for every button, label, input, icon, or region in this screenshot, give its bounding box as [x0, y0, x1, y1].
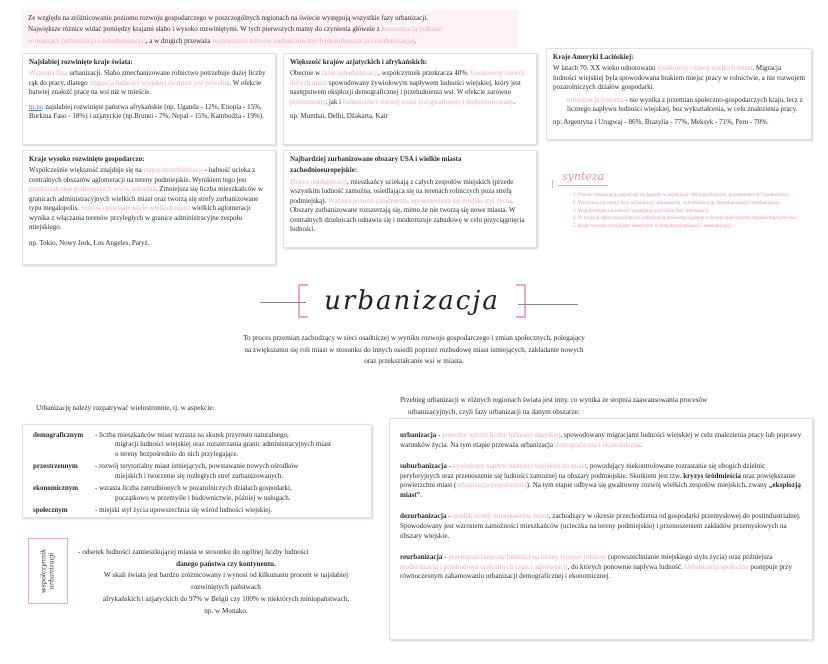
aspect-value [95, 506, 361, 515]
latin-america-examples: np: Argentyna i Urugwaj - 86%, Brazylia - 77%, Meksyk - 71%, Peru - 70%. [553, 117, 769, 126]
synteza-item: 4. W krajach słabo rozwiniętych urbanizacja przebiega zgodnie z dwoma pierwszymi etapami tego procesu. [578, 215, 828, 222]
latin-america-pseudo: urbanizacja pozorna - nie wynika z przemian społeczno-gospodarczych kraju, lecz z licznego napływu ludności wiejskiej, bez wykształcenia, w celu znalezienia pracy. [567, 95, 803, 114]
aspect-demographic [33, 431, 361, 459]
phase-term: urbanizacja [400, 431, 437, 439]
phase-term: dezurbanizacja [400, 512, 447, 521]
aspect-social [33, 506, 361, 515]
definition-line-2: na zwiększaniu się roli miast w stosunku do innych osiedli poprzez rozbudowę miast istniejących, zakładanie nowych [244, 345, 584, 354]
phases-box [389, 418, 813, 640]
coefficient-line: W skali świata jest bardzo zróżnicowany i wynosi od kilkunastu procent w najsłabiej [103, 571, 349, 580]
usa-europe-text: Proces reurbanizacji, mieszkańcy uciekają z całych zespołów miejskich (przede wszystkim ludność zamożna, osiedlająca się na terenach rolniczych poza strefą podmiejską). Wzrasta poziom zaludnienia, upowszechnia się miejski styl życia. Obszary zurbanizowane rozszerzają się, mimo że nie tworzą się nowe miasta. W centralnych dzielnicach odnawia się i modernizuje zabudowę w celu przyciągnięcia ludności. [290, 177, 525, 234]
coefficient-label-box [28, 538, 68, 604]
least-developed-text: Wczesna faza urbanizacji. Słabo zmechanizowane rolnictwo potrzebuje dużej liczby rąk do pracy, dlatego migracja ludności wiejskiej do miast jest powolna. W efekcie batwiej znaleźć pracę na wsi niż w mieście. [29, 69, 266, 97]
asia-africa-text: Obecnie w fazie suburbanizacji, współczynnik przekracza 40%. Gwałtowny rozwój dużych miast spowodowany żywiołowym napływem ludności wiejskiej, który jest następstwem eksplozji demograficznej i przeludnienia wsi. W efekcie zarówno przestrzenny, jak i ludnościowy rozwój miast jest gwałtowny i niekontrolowany. [290, 69, 525, 106]
synteza-list [556, 192, 828, 231]
asia-africa-box [283, 53, 537, 145]
phase-suburbanizacja: suburbanizacja - żywiołowy napływ ludności wiejskiej do miast, powodujący niekontrolowane rozrastanie się ubogich dzielnic peryferyjnych oraz przenoszenie się ludności zamożnej na obszary podmiejskie. Skutkiem jest tzw. kryzys śródmieścia oraz powiększanie powierzchni miast (urbanizacja przestrzenna). Na tym etapie odbywa się gwałtowny rozwój wielkich zespołów miejskich, zwany „eksplozją miast”. [400, 462, 801, 499]
latin-america-title: Kraje Ameryki Łacińskiej: [553, 53, 634, 61]
title-banner [298, 278, 526, 326]
intro-line-3: w miastach (urbanizacja i suburbanizacja), a w drugich przeważa rozpraszanie terenów zurbanizowanych (dezurbanizacja i reurbanizacja). [28, 36, 417, 45]
coefficient-line: danego państwa czy kontynentu. [176, 559, 276, 568]
synteza-item: 3. Współcześnie na świecie występują wszystkie fazy urbanizacji. [578, 208, 828, 215]
aspects-box [22, 424, 372, 518]
coefficient-text [78, 548, 374, 618]
synteza-heading: synteza [558, 170, 608, 186]
usa-europe-title-1: Najbardziej zurbanizowane obszary USA i wielkie miasta [290, 155, 462, 163]
synteza-item: 5. Kraje wysoko rozwinięte wkroczyły w fazę dezurbanizacji i reurbanizacji. [578, 223, 828, 230]
synteza-left-rule [552, 180, 553, 188]
aspect-key: demograficznym [33, 431, 84, 439]
coefficient-line: afrykańskich i azjatyckich do 97% w Belgii czy 100% w niektórych miniopaństwach, [102, 594, 350, 603]
aspect-spatial [33, 462, 361, 481]
definition-line-1: To proces przemian zachodzący w sieci osadniczej w wyniku rozwoju gospodarczego i zmian społecznych, polegający [243, 334, 585, 342]
aspect-value [95, 484, 361, 503]
synteza-item: 2. Wyróżnia się cztery fazy urbanizacji: urbanizację, suburbanizację, dezurbanizację i reurbanizację. [578, 200, 828, 207]
aspect-line: - wzrasta liczba zatrudnionych w pozarolniczych działach gospodarki, [95, 484, 292, 493]
coefficient-line: - odsetek ludności zamieszkującej miasta w stosunku do ogólnej liczby ludności [78, 548, 309, 556]
intro-line-1: Ze względu na zróżnicowanie poziomu rozwoju gospodarczego w poszczególnych regionach na świecie występują wszystkie fazy urbanizacji. [28, 14, 429, 22]
least-developed-examples: m.in: najsłabiej rozwinięte państwa afrykańskie (np. Uganda - 12%, Etiopia - 15%, Burkina Faso - 18%) i azjatyckie (np.Brunei - 7%, Nepal - 15%, Kambodża - 19%). [29, 102, 264, 121]
phases-intro-line-1: Przebieg urbanizacji w różnych regionach świata jest inny, co wynika ze stopnia zaawansowania procesów [400, 396, 708, 404]
highly-developed-examples: np. Tokio, Nowy Jork, Los Angeles, Paryż. [29, 238, 150, 247]
aspect-line: miejskich i tworzenie się rozległych stref zurbanizowanych. [115, 471, 284, 480]
phase-term: suburbanizacja [400, 462, 447, 471]
aspect-value [95, 431, 361, 459]
highly-developed-text: Współcześnie większość znajduje się na etapie dezurbanizacji - ludność ucieka z centralnych obszarów aglomeracji na tereny podmiejskie. Wynikiem tego jest przekształcenie podmiejskich wsi w suburbia. Zmniejsza się liczba mieszkańców w granicach administracyjnych wielkich miast oraz tworzą się strefy zurbanizowane typu megalopolis. Szeroko powstaje wiele wielkich miast wielkich aglomeracji wynika z włączania terenów przyległych w granice administracyjne zespołu miejskiego. [29, 166, 264, 232]
phase-dezurbanizacja: dezurbanizacja - spadek liczby mieszkańców miast, zachodzący w okresie przechodzenia od gospodarki przemysłowej do postindustrialnej. Spowodowany jest wzrostem zamożności mieszkańców (ucieczka na tereny podmiejskie) i przenoszeniem zakładów przemysłowych na obszary wiejskie. [400, 512, 801, 540]
aspect-line: - liczba mieszkańców miast wzrasta na skutek przyrostu naturalnego, [95, 431, 289, 439]
intro-line-2: Największe różnice widać pomiędzy krajami słabo i wysoko rozwiniętymi. W tych pierwszych mamy do czynienia głównie z koncentracją ludności [28, 25, 443, 34]
definition-line-3: oraz przekształcanie wsi w miasta. [364, 357, 464, 366]
asia-africa-title: Większość krajów azjatyckich i afrykańskich: [290, 58, 428, 66]
aspect-key: ekonomicznym [33, 484, 79, 493]
definition [180, 334, 648, 369]
aspect-line: - rozwój terytorialny miast istniejących, powstawanie nowych ośrodków [95, 462, 299, 471]
aspect-line: - miejski styl życia upowszechnia się wśród ludności wiejskiej. [95, 506, 273, 515]
asia-africa-examples: np. Mumbai, Delhi, Dżakarta, Kair [290, 112, 388, 121]
latin-america-box [546, 48, 812, 140]
coefficient-label: współczynnik urbanizacji [39, 548, 56, 594]
coefficient-line: np. w Monako. [204, 606, 248, 615]
aspect-line: o tereny bezpośrednio do nich przylegające. [115, 449, 239, 458]
phases-intro [400, 396, 812, 419]
aspect-key: społecznym [33, 506, 68, 515]
aspect-line: migracji ludności wiejskiej oraz rozszerzania granic administracyjnych miast [115, 440, 331, 449]
least-developed-box [22, 53, 276, 145]
least-developed-title: Najsłabiej rozwinięte kraje świata: [29, 58, 133, 66]
main-title: urbanizacja [324, 286, 500, 316]
phase-reurbanizacja: reurbanizacja - przemieszczanie się ludności na tereny typowo rolnicze (upowszechnianie miejskiego stylu życia) oraz późniejsza modernizacja i przebudowa centralnych części aglomeracji, do których ponownie napływa ludność. Urbanizacja społeczna postępuje przy równoczesnym zahamowaniu urbanizacji demograficznej i ekonomicznej. [400, 553, 792, 581]
aspects-intro: Urbanizację należy rozpatrywać wielostronnie, tj. w aspekcie: [36, 404, 215, 412]
highly-developed-box [22, 150, 276, 265]
phase-urbanizacja: urbanizacja - powolny wzrost liczby ludności miejskiej, spowodowany migracjami ludności wiejskiej w celu znalezienia pracy lub poprawy warunków życia. Na tym etapie przeważa urbanizacja demograficzna i ekonomiczna. [400, 431, 802, 449]
aspect-value [95, 462, 361, 481]
coefficient-line: rozwiniętych państwach [191, 583, 261, 592]
usa-europe-box [283, 150, 537, 248]
intro-box [22, 10, 518, 48]
latin-america-text: W latach 70. XX wieku odnotowano gwałtowny rozwój wielkich miast. Migracja ludności wiejskiej była spowodowana brakiem miejsc pracy w rolnictwie, a nie rozwojem pozarolniczych działów gospodarki. [553, 64, 805, 92]
aspect-key: przestrzennym [33, 462, 78, 471]
phase-term: reurbanizacja [400, 553, 443, 562]
highly-developed-title: Kraje wysoko rozwinięte gospodarczo: [29, 155, 145, 163]
title-swash-right [518, 304, 578, 305]
phases-intro-line-2: urbanizacyjnych, czyli fazy urbanizacji na danym obszarze: [408, 407, 580, 416]
usa-europe-title-2: zachodnioeuropejskie: [290, 166, 358, 175]
synteza-item: 1. Proces urbanizacji rozpatruje się łącznie w aspektach: demograficznym, przestrzennym i społecznym. [578, 192, 828, 199]
aspect-economic [33, 484, 361, 503]
synteza-box [548, 170, 812, 266]
aspect-line: początkowo w przemyśle i budownictwie, później w usługach. [115, 493, 291, 502]
